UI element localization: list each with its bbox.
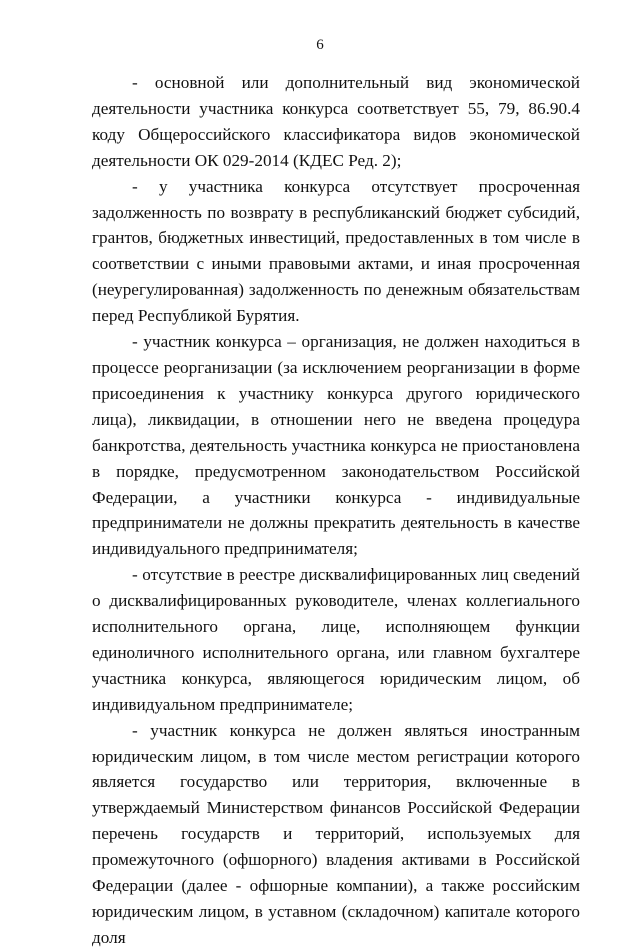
paragraph-foreign-entity: - участник конкурса не должен являться иностранным юридическим лицом, в том числе местом регистрации которого является государство или территория, включенные в утверждаемый Министерством финансов Российской Федерации перечень государств и территорий, используемых для промежуточного (офшорного) владения активами в Российской Федерации (далее - офшорные компании), а также российским юридическим лицом, в уставном (складочном) капитале которого доля — [92, 720, 580, 947]
document-body — [92, 70, 580, 951]
paragraph-no-reorganization: - участник конкурса – организация, не должен находиться в процессе реорганизации (за исключением реорганизации в форме присоединения к участнику конкурса другого юридического лица), ликвидации, в отношении него не введена процедура банкротства, деятельность участника конкурса не приостановлена в порядке, предусмотренном законодательством Российской Федерации, а участники конкурса - индивидуальные предприниматели не должны прекратить деятельность в качестве индивидуального предпринимателя; — [92, 332, 580, 559]
paragraph-no-overdue-debt: - у участника конкурса отсутствует просроченная задолженность по возврату в республиканский бюджет субсидий, грантов, бюджетных инвестиций, предоставленных в том числе в соответствии с иными правовыми актами, и иная просроченная (неурегулированная) задолженность по денежным обязательствам перед Республикой Бурятия. — [92, 176, 580, 326]
paragraph-disqualified-persons: - отсутствие в реестре дисквалифицированных лиц сведений о дисквалифицированных руководителе, членах коллегиального исполнительного органа, лице, исполняющем функции единоличного исполнительного органа, или главном бухгалтере участника конкурса, являющегося юридическим лицом, об индивидуальном предпринимателе; — [92, 565, 580, 714]
paragraph-economic-activity: - основной или дополнительный вид экономической деятельности участника конкурса соответствует 55, 79, 86.90.4 коду Общероссийского классификатора видов экономической деятельности ОК 029-2014 (КДЕС Ред. 2); — [92, 73, 580, 170]
page-number: 6 — [316, 37, 324, 53]
